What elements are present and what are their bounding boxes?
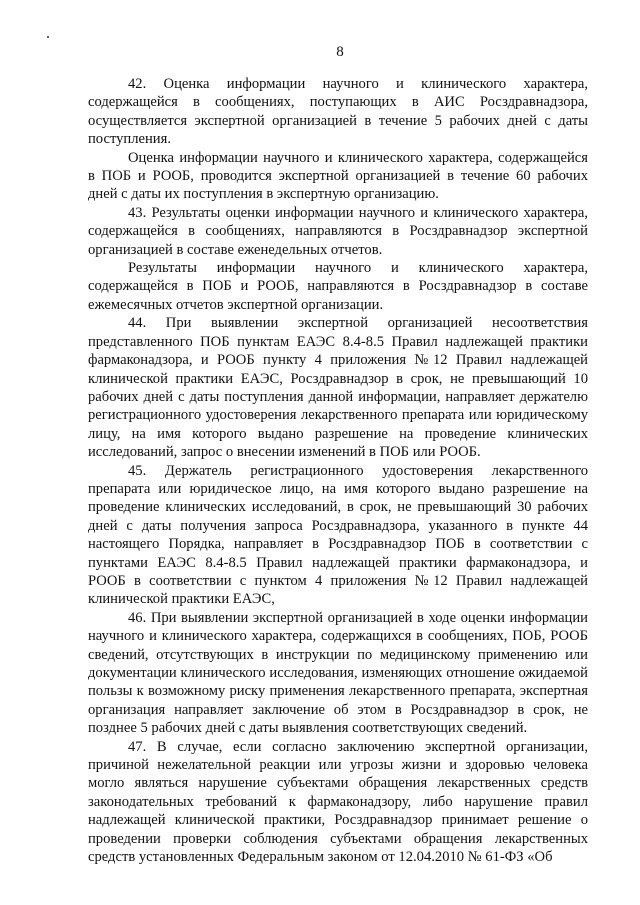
document-body bbox=[88, 75, 588, 866]
paragraph-42: 42. Оценка информации научного и клинического характера, содержащейся в сообщениях, поступающих в АИС Росздравнадзора, осуществляется экспертной организацией в течение 5 рабочих дней с даты поступления. bbox=[88, 76, 588, 148]
paragraph-42-continuation: Оценка информации научного и клинического характера, содержащейся в ПОБ и РООБ, проводится экспертной организацией в течение 60 рабочих дней с даты их поступления в экспертную организацию. bbox=[88, 149, 588, 203]
paragraph-45: 45. Держатель регистрационного удостоверения лекарственного препарата или юридическое лицо, на имя которого выдано разрешение на проведение клинических исследований, в срок, не превышающий 30 рабочих дней с даты получения запроса Росздравнадзора, указанного в пункте 44 настоящего Порядка, направляет в Росздравнадзор ПОБ в соответствии с пунктами ЕАЭС 8.4-8.5 Правил надлежащей практики фармаконадзора, и РООБ в соответствии с пунктом 4 приложения №12 Правил надлежащей клинической практики ЕАЭС, bbox=[88, 462, 588, 608]
paragraph-43-continuation: Результаты информации научного и клинического характера, содержащейся в ПОБ и РООБ, направляются в Росздравнадзор в составе ежемесячных отчетов экспертной организации. bbox=[88, 260, 588, 313]
paragraph-47: 47. В случае, если согласно заключению экспертной организации, причиной нежелательной реакции или угрозы жизни и здоровью человека могло являться нарушение субъектами обращения лекарственных средств законодательных требований к фармаконадзору, либо нарушение правил надлежащей клинической практики, Росздравнадзор принимает решение о проведении проверки соблюдения субъектами обращения лекарственных средств установленных Федеральным законом от 12.04.2010 № 61-ФЗ «Об bbox=[88, 738, 588, 866]
paragraph-43: 43. Результаты оценки информации научного и клинического характера, содержащейся в сообщениях, направляются в Росздравнадзор экспертной организацией в составе еженедельных отчетов. bbox=[88, 204, 588, 258]
paragraph-46: 46. При выявлении экспертной организацией в ходе оценки информации научного и клинического характера, содержащихся в сообщениях, ПОБ, РООБ сведений, отсутствующих в инструкции по медицинскому применению или документации клинического исследования, изменяющих отношение ожидаемой пользы к возможному риску применения лекарственного препарата, экспертная организация направляет заключение об этом в Росздравнадзор в срок, не позднее 5 рабочих дней с даты выявления соответствующих сведений. bbox=[88, 609, 588, 737]
page-number: 8 bbox=[336, 44, 344, 60]
paragraph-44: 44. При выявлении экспертной организацией несоответствия представленного ПОБ пунктам ЕАЭС 8.4-8.5 Правил надлежащей практики фармаконадзора, и РООБ пункту 4 приложения №12 Правил надлежащей клинической практики ЕАЭС, Росздравнадзор в срок, не превышающий 10 рабочих дней с даты поступления данной информации, направляет держателю регистрационного удостоверения лекарственного препарата или юридическому лицу, на имя которого выдано разрешение на проведение клинических исследований, запрос о внесении изменений в ПОБ или РООБ. bbox=[88, 315, 588, 461]
scan-speck bbox=[47, 36, 49, 38]
